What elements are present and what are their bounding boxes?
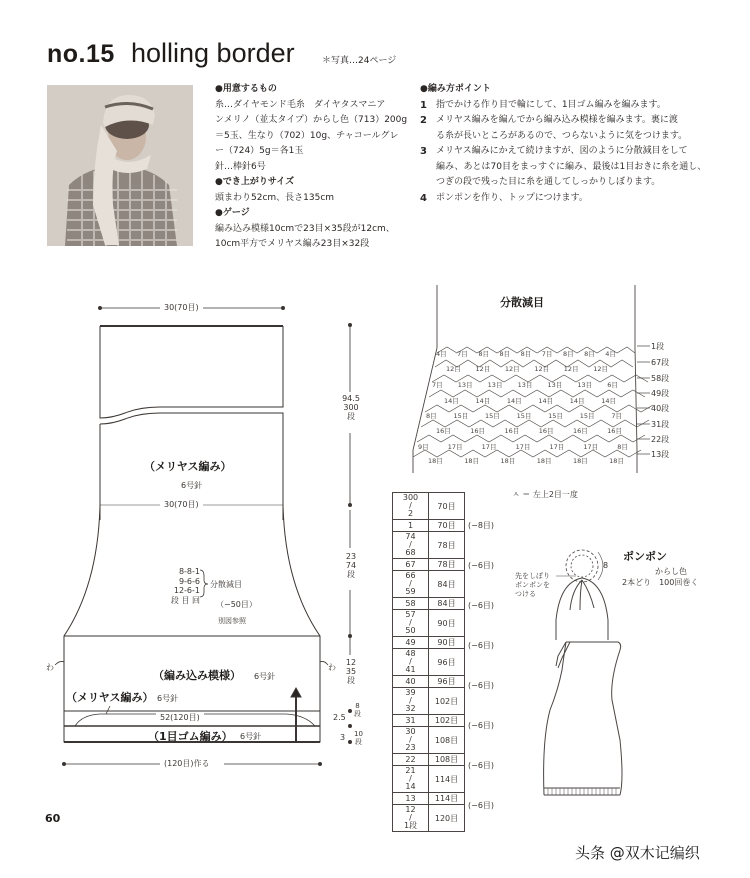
rows-cell	[393, 532, 429, 559]
row-number: 74	[405, 532, 416, 541]
row-number: /	[409, 579, 412, 588]
formula-line: 12-6-1	[173, 586, 200, 595]
rows-cell	[393, 676, 429, 688]
stitches-cell: 114目	[429, 793, 465, 805]
chart-row-label: 58段	[651, 374, 670, 383]
stitches-cell: 108目	[429, 727, 465, 754]
stitch-change	[468, 772, 508, 800]
stitch-count: 13目	[487, 381, 503, 389]
stitch-count: 14目	[601, 397, 616, 405]
stitch-count: 14目	[538, 397, 554, 405]
chart-row-counts	[444, 396, 616, 405]
row-number: /	[409, 540, 412, 549]
stitch-count: 7目	[432, 381, 443, 389]
stitch-count: 14目	[506, 397, 522, 405]
stitch-count: 8目	[617, 443, 628, 451]
total-length-label	[340, 394, 362, 421]
row-number: /	[409, 618, 412, 627]
stitch-change	[468, 532, 508, 560]
decrease-legend: ㅅ ＝ 左上2目一度	[512, 490, 578, 499]
row-number: 57	[405, 610, 416, 619]
stitch-count: 16目	[436, 427, 451, 435]
length-unit: 段	[354, 738, 362, 746]
stitches-cell: 114目	[429, 766, 465, 793]
stockinette2-length-cm: 2.5	[333, 713, 346, 722]
size-line: 頭まわり52cm、長さ135cm	[215, 192, 335, 203]
stitch-count: 13目	[547, 381, 563, 389]
stitch-count: 17目	[515, 443, 531, 451]
stitch-count: 16目	[607, 427, 622, 435]
stitch-count: 18目	[428, 457, 443, 465]
photo-page-reference: ＊写真…24ページ	[322, 56, 397, 66]
chart-row-counts	[432, 380, 618, 389]
row-change-column	[468, 492, 508, 840]
row-number: 59	[405, 587, 416, 596]
row-number: 23	[405, 743, 416, 752]
stitches-cell: 90目	[429, 637, 465, 649]
rows-cell	[393, 520, 429, 532]
materials-heading: ●用意するもの	[215, 84, 277, 94]
row-number: 31	[405, 715, 416, 725]
chart-row-label: 1段	[651, 342, 665, 351]
rows-cell	[393, 649, 429, 676]
stitches-cell: 78目	[429, 532, 465, 559]
length-rows: 300	[343, 403, 359, 412]
decrease-formula	[162, 567, 200, 605]
chart-row-counts	[436, 349, 616, 358]
stitch-count: 7目	[457, 350, 468, 358]
colorwork-label: （編み込み模様）	[153, 669, 241, 682]
rows-cell	[393, 571, 429, 598]
stitch-count: 12目	[504, 365, 520, 373]
table-row	[393, 520, 465, 532]
cast-on-label: (120目)作る	[164, 759, 210, 768]
row-number: 67	[405, 559, 416, 569]
row-number: 32	[405, 704, 416, 713]
points-heading: ●編み方ポイント	[420, 84, 491, 94]
stitch-count: 18目	[572, 457, 588, 465]
stitch-count: 8目	[584, 350, 595, 358]
band-width-label: 52(120目)	[156, 712, 204, 723]
step-text: ポンポンを作り、トップにつけます。	[436, 192, 588, 203]
length-unit: 段	[354, 710, 361, 718]
table-row	[393, 637, 465, 649]
stitch-count: 17目	[447, 443, 463, 451]
chart-row-label: 67段	[651, 358, 670, 367]
step-number: 3	[420, 146, 427, 157]
row-number: 40	[405, 676, 416, 686]
stitch-count: 12目	[534, 365, 550, 373]
rows-cell	[393, 727, 429, 754]
length-unit: 段	[347, 676, 355, 685]
rib-needle: 6号針	[240, 732, 262, 741]
rows-cell	[393, 754, 429, 766]
stitch-change	[468, 492, 508, 520]
stitch-change: (−6目)	[468, 761, 495, 770]
row-number: 1	[407, 520, 414, 530]
stitch-count: 16目	[470, 427, 486, 435]
chart-row-label: 40段	[651, 404, 670, 413]
stitch-change	[468, 732, 508, 760]
formula-units: 段 目 回	[170, 595, 200, 605]
stitches-cell: 90目	[429, 610, 465, 637]
row-number: 66	[405, 571, 416, 580]
stitches-cell: 78目	[429, 559, 465, 571]
stitch-count: 17目	[481, 443, 497, 451]
stitches-cell: 84目	[429, 598, 465, 610]
stitches-cell: 120目	[429, 805, 465, 832]
stitch-change: (−6目)	[468, 601, 495, 610]
stitches-cell: 96目	[429, 676, 465, 688]
stockinette2-length-rows	[354, 702, 361, 718]
row-number: 30	[405, 727, 416, 736]
pompom-size: 8	[603, 561, 609, 570]
gauge-line: 10cm平方でメリヤス編み23目×32段	[215, 239, 370, 249]
row-number: 22	[405, 754, 416, 764]
page-number: 60	[45, 812, 61, 825]
stitch-count: 16目	[538, 427, 554, 435]
stitch-count: 4目	[436, 350, 447, 358]
length-rows: 35	[345, 667, 357, 676]
chart-row-counts	[446, 364, 608, 373]
stitch-count: 12目	[475, 365, 491, 373]
length-rows: 10	[354, 730, 363, 738]
step-text: メリヤス編みにかえて続けますが、図のように分散減目をして	[436, 146, 688, 156]
decrease-chart-title: 分散減目	[500, 296, 544, 309]
decrease-total: （−50目）	[216, 600, 257, 609]
row-number: 68	[405, 548, 416, 557]
stitch-count: 9目	[418, 443, 429, 451]
decrease-label: 分散減目	[210, 580, 242, 589]
pompom-attach-note	[515, 572, 550, 599]
row-number: 48	[405, 649, 416, 658]
gauge-heading: ●ゲージ	[215, 208, 250, 218]
table-row	[393, 493, 465, 520]
stitch-change: (−6目)	[468, 641, 495, 650]
loop-mark-right: わ	[328, 663, 336, 672]
stitch-count: 14目	[475, 397, 491, 405]
step-text: 編み、あとは70目をまっすぐに編み、最後は1目おきに糸を通し、	[436, 161, 707, 172]
step-text: メリヤス編みを編んでから編み込み模様を編みます。裏に渡	[436, 115, 678, 125]
pattern-number: no.15	[47, 40, 115, 68]
stitch-count: 8目	[499, 350, 511, 358]
rows-cell	[393, 766, 429, 793]
stitches-cell: 96目	[429, 649, 465, 676]
stitch-count: 8目	[426, 412, 437, 420]
row-number: 21	[405, 766, 416, 775]
rows-cell	[393, 559, 429, 571]
stitch-count: 8目	[478, 350, 489, 358]
stitch-count: 16目	[572, 427, 588, 435]
table-row	[393, 688, 465, 715]
loop-mark-left: わ	[46, 663, 54, 672]
stockinette-label: （メリヤス編み）	[144, 460, 232, 473]
stitch-count: 15目	[579, 412, 595, 420]
stitch-change: (−6目)	[468, 721, 495, 730]
size-heading: ●でき上がりサイズ	[215, 177, 295, 187]
stitches-cell: 102目	[429, 688, 465, 715]
row-number: 13	[405, 793, 416, 803]
row-number: 2	[407, 509, 414, 518]
stitch-count: 17目	[583, 443, 599, 451]
stitch-count: 8目	[562, 350, 574, 358]
chart-row-counts	[418, 442, 628, 451]
yarn-line: ンメリノ（並太タイプ）からし色（713）200g	[215, 115, 408, 125]
stitch-count: 13目	[517, 381, 533, 389]
pompom-spec: 2本どり 100回巻く	[622, 578, 699, 587]
stitch-count: 15目	[485, 412, 500, 420]
row-number: 1段	[403, 821, 418, 830]
stitch-count: 13目	[577, 381, 593, 389]
stitch-count: 14目	[444, 397, 459, 405]
stitch-count: 12目	[563, 365, 579, 373]
row-number: /	[409, 774, 412, 783]
table-row	[393, 598, 465, 610]
row-number: 49	[405, 637, 416, 647]
step-text: つぎの段で残った目に糸を通してしっかりしぼります。	[436, 177, 661, 187]
stitch-count: 12目	[593, 365, 608, 373]
top-width-label: 30(70目)	[160, 302, 203, 313]
stitch-count: 7目	[541, 350, 553, 358]
taper-length-label	[340, 552, 362, 579]
stitch-count: 16目	[504, 427, 520, 435]
table-row	[393, 676, 465, 688]
rows-cell	[393, 688, 429, 715]
stitch-count: 18目	[536, 457, 552, 465]
table-row	[393, 727, 465, 754]
chart-row-counts	[436, 426, 622, 435]
yarn-line: 糸…ダイヤモンド毛糸 ダイヤタスマニア	[215, 99, 386, 110]
table-row	[393, 754, 465, 766]
stitches-cell: 70目	[429, 493, 465, 520]
stitches-cell: 70目	[429, 520, 465, 532]
row-number: 39	[405, 688, 416, 697]
chart-row-label: 13段	[651, 450, 670, 459]
length-unit: 段	[347, 412, 355, 421]
table-row	[393, 559, 465, 571]
pompom-title: ポンポン	[623, 550, 667, 563]
chart-row-counts	[426, 411, 622, 420]
length-cm: 23	[345, 552, 357, 561]
stockinette-needle: 6号針	[181, 481, 203, 490]
table-row	[393, 715, 465, 727]
table-row	[393, 805, 465, 832]
stitch-count: 13目	[457, 381, 473, 389]
formula-line: 8-8-1	[178, 567, 200, 576]
table-row	[393, 571, 465, 598]
stitches-cell: 84目	[429, 571, 465, 598]
stitches-cell: 102目	[429, 715, 465, 727]
stitch-count: 12目	[446, 365, 461, 373]
row-number: 14	[405, 782, 416, 791]
row-number: /	[409, 696, 412, 705]
table-row	[393, 793, 465, 805]
chart-row-counts	[428, 456, 624, 465]
length-rows: 74	[345, 561, 357, 570]
chart-row-label: 49段	[651, 389, 670, 398]
stitch-count: 4目	[605, 350, 616, 358]
stitch-count: 17目	[549, 443, 565, 451]
mid-width-label: 30(70目)	[160, 499, 203, 510]
see-chart-note: 別図参照	[218, 617, 246, 625]
row-number: 12	[405, 805, 416, 814]
watermark: 头条 @双木记编织	[575, 844, 700, 862]
yarn-line: ＝5玉、生なり（702）10g、チャコールグレ	[215, 130, 399, 141]
colorwork-length-label	[340, 658, 362, 685]
table-row	[393, 610, 465, 637]
row-number: /	[409, 813, 412, 822]
note-line: つける	[515, 590, 536, 598]
stitch-change: (−6目)	[468, 561, 495, 570]
stitch-change: (−6目)	[468, 681, 495, 690]
length-cm: 12	[345, 658, 357, 667]
step-number: 2	[420, 115, 427, 126]
yarn-line: ー（724）5g＝各1玉	[215, 146, 304, 156]
rows-cell	[393, 610, 429, 637]
stitch-count: 18目	[609, 457, 624, 465]
stitch-count: 18目	[500, 457, 516, 465]
stitch-count: 15目	[548, 412, 563, 420]
length-unit: 段	[347, 570, 355, 579]
rib-length-rows	[354, 730, 363, 746]
step-text: る糸が長いところがあるので、つらないように気をつけます。	[436, 130, 688, 141]
stitch-count: 6目	[607, 381, 618, 389]
stitch-count: 18目	[464, 457, 480, 465]
row-number: /	[409, 657, 412, 666]
stitch-change	[468, 692, 508, 720]
needles-line: 針…棒針6号	[215, 161, 266, 172]
length-rows: 8	[355, 702, 360, 710]
rows-cell	[393, 805, 429, 832]
stitch-change	[468, 612, 508, 640]
gauge-line: 編み込み模様10cmで23目×35段が12cm、	[215, 223, 395, 234]
formula-line: 9-6-6	[178, 576, 200, 586]
stitch-count: 15目	[516, 412, 532, 420]
table-row	[393, 532, 465, 559]
rows-cell	[393, 493, 429, 520]
rows-cell	[393, 598, 429, 610]
chart-row-label: 22段	[651, 435, 670, 444]
stitch-count: 7目	[611, 412, 622, 420]
rib-label: （1目ゴム編み）	[148, 730, 233, 743]
stitch-change	[468, 572, 508, 600]
stockinette2-needle: 6号針	[157, 694, 179, 703]
note-line: 先をしぼり	[515, 572, 550, 580]
row-number: 300	[402, 493, 419, 502]
pompom-color: からし色	[655, 567, 687, 576]
chart-row-label: 31段	[651, 420, 670, 429]
table-row	[393, 766, 465, 793]
step-text: 指でかける作り目で輪にして、1目ゴム編みを編みます。	[436, 99, 666, 110]
row-stitch-table	[392, 492, 465, 832]
rib-length-cm: 3	[340, 733, 346, 742]
stitch-change	[468, 812, 508, 840]
row-number: /	[409, 735, 412, 744]
stitch-change	[468, 652, 508, 680]
step-number: 4	[420, 192, 427, 204]
stitches-cell: 108目	[429, 754, 465, 766]
rows-cell	[393, 637, 429, 649]
step-number: 1	[420, 99, 427, 111]
rows-cell	[393, 793, 429, 805]
stitch-count: 15目	[453, 412, 469, 420]
note-line: ポンポンを	[515, 581, 550, 589]
stockinette2-label: （メリヤス編み）	[66, 691, 154, 704]
stitch-change: (−8目)	[468, 521, 495, 530]
length-cm: 94.5	[342, 394, 360, 403]
table-row	[393, 649, 465, 676]
row-number: 50	[405, 626, 416, 635]
colorwork-needle: 6号針	[254, 672, 276, 681]
row-number: 41	[405, 665, 416, 674]
stitch-change: (−6目)	[468, 801, 495, 810]
stitch-count: 14目	[569, 397, 585, 405]
row-number: /	[409, 501, 412, 510]
row-number: 58	[405, 598, 416, 608]
rows-cell	[393, 715, 429, 727]
pattern-title: holling border	[131, 38, 295, 68]
stitch-count: 8目	[520, 350, 532, 358]
